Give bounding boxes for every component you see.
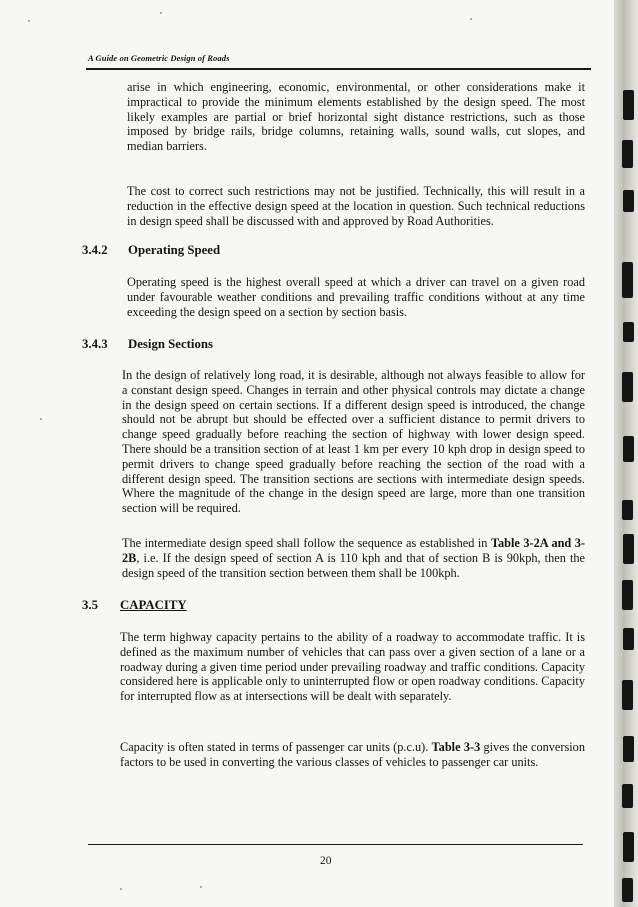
paragraph bbox=[122, 536, 585, 580]
scan-speck bbox=[470, 18, 472, 20]
section-heading bbox=[82, 598, 582, 614]
edge-mark bbox=[623, 190, 634, 212]
paragraph: The term highway capacity pertains to the ability of a roadway to accommodate traffic. It is defined as the maximum number of vehicles that can pass over a given section of a lane or a roadway during a given time period under prevailing roadway and traffic conditions. Capacity considered here is applicable only to uninterrupted flow or open roadway conditions. Capacity for interrupted flow as at intersections will be dealt with separately. bbox=[120, 630, 585, 704]
paragraph: In the design of relatively long road, it is desirable, although not always feasible to allow for a constant design speed. Changes in terrain and other physical controls may dictate a change in the design speed on certain sections. If a different design speed is introduced, the change should not be abrupt but should be effected over a sufficient distance to permit drivers to change speed gradually before reaching the section of highway with lower design speed. There should be a transition section of at least 1 km per every 10 kph drop in design speed to permit drivers to change speed gradually before reaching the section of the road with a different design speed. The transition sections are sections with intermediate design speeds. Where the magnitude of the change in the design speed are large, more than one transition section will be required. bbox=[122, 368, 585, 516]
section-heading bbox=[82, 243, 582, 259]
text-run: , i.e. If the design speed of section A is 110 kph and that of section B is 90kph, then the design speed of the transition section between them shall be 100kph. bbox=[122, 550, 585, 580]
edge-mark bbox=[622, 580, 633, 610]
section-title: Design Sections bbox=[128, 337, 213, 351]
header-rule bbox=[86, 68, 591, 70]
edge-mark bbox=[623, 90, 634, 120]
scan-speck bbox=[160, 12, 162, 14]
edge-mark bbox=[623, 436, 634, 462]
paragraph bbox=[120, 740, 585, 770]
scan-speck bbox=[200, 886, 202, 888]
text-run: gives the conversion factors to be used in converting the various classes of vehicles to passenger car units. bbox=[120, 740, 585, 769]
section-number: 3.4.2 bbox=[82, 243, 108, 257]
text-run: Capacity is often stated in terms of passenger car units (p.c.u). bbox=[120, 740, 432, 754]
edge-mark bbox=[623, 736, 634, 762]
edge-mark bbox=[622, 262, 633, 298]
edge-mark bbox=[622, 878, 633, 902]
table-reference: Table 3-3 bbox=[431, 740, 481, 754]
paragraph: The cost to correct such restrictions may not be justified. Technically, this will result in a reduction in the effective design speed at the location in question. Such technical reductions in design speed shall be discussed with and approved by Road Authorities. bbox=[127, 184, 585, 228]
edge-mark bbox=[622, 784, 633, 808]
edge-mark bbox=[623, 322, 634, 342]
edge-mark bbox=[622, 140, 633, 168]
paragraph: Operating speed is the highest overall speed at which a driver can travel on a given road under favourable weather conditions and prevailing traffic conditions without at any time exceeding the design speed on a section by section basis. bbox=[127, 275, 585, 319]
scan-speck bbox=[40, 418, 42, 420]
scan-speck bbox=[120, 888, 122, 890]
section-number: 3.4.3 bbox=[82, 337, 108, 351]
table-reference: Table 3-2A and 3-2B bbox=[122, 536, 586, 565]
footer-rule bbox=[88, 844, 583, 845]
edge-mark bbox=[622, 500, 633, 520]
edge-mark bbox=[623, 628, 634, 650]
section-number: 3.5 bbox=[82, 598, 98, 612]
section-title: CAPACITY bbox=[120, 598, 187, 612]
edge-mark bbox=[623, 832, 634, 862]
section-heading bbox=[82, 337, 582, 353]
running-header: A Guide on Geometric Design of Roads bbox=[88, 53, 230, 63]
edge-mark bbox=[622, 372, 633, 402]
paragraph: arise in which engineering, economic, environmental, or other considerations make it impractical to provide the minimum elements established by the design speed. The most likely examples are partial or brief horizontal sight distance restrictions, such as those imposed by bridge rails, bridge columns, retaining walls, sound walls, cut slopes, and median barriers. bbox=[127, 80, 585, 154]
edge-mark bbox=[623, 534, 634, 564]
section-title: Operating Speed bbox=[128, 243, 221, 257]
page-number: 20 bbox=[320, 855, 332, 867]
edge-mark bbox=[622, 680, 633, 710]
text-run: The intermediate design speed shall follow the sequence as established in bbox=[122, 536, 491, 550]
scan-speck bbox=[28, 20, 30, 22]
